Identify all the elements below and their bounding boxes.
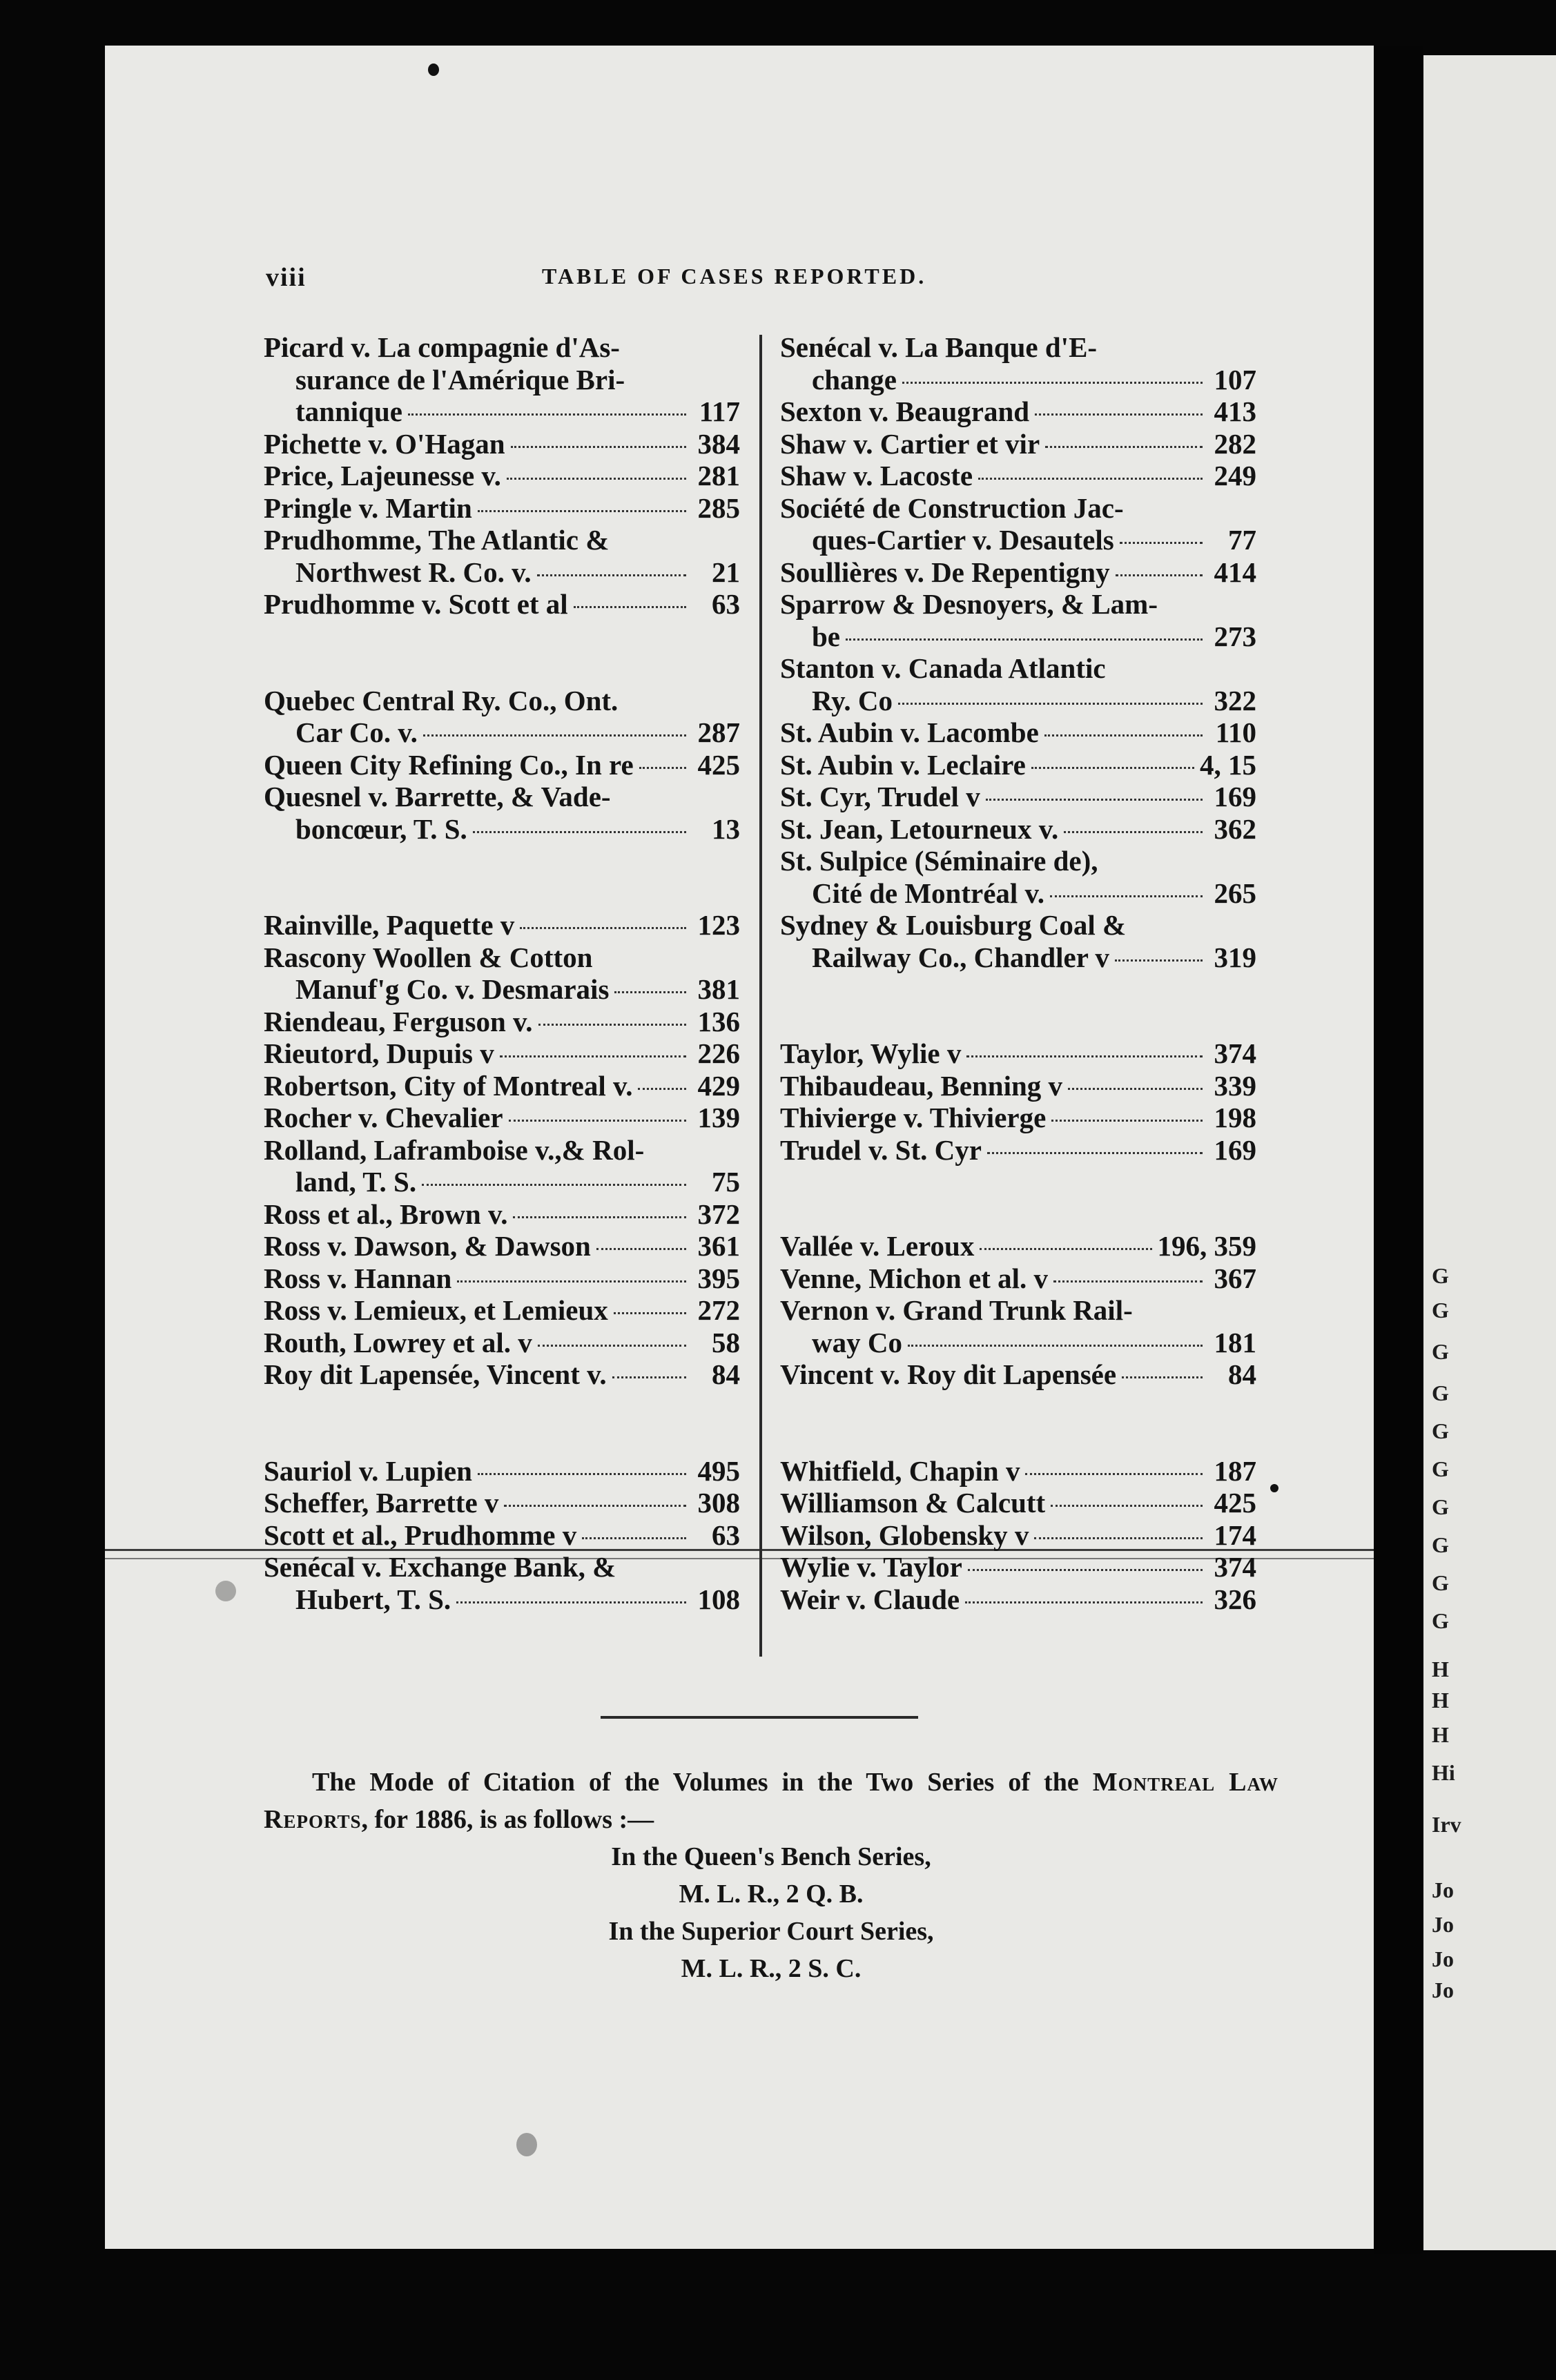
index-entry xyxy=(264,331,740,364)
page-reference: 384 xyxy=(697,427,740,460)
index-entry xyxy=(780,1358,1256,1391)
case-name: Rascony Woollen & Cotton xyxy=(264,941,593,973)
case-name: Cité de Montréal v. xyxy=(812,877,1045,909)
page-reference: 13 xyxy=(712,812,740,845)
index-entry xyxy=(264,749,740,781)
page-reference: 326 xyxy=(1214,1583,1256,1615)
case-name: Ross v. Lemieux, et Lemieux xyxy=(264,1294,608,1326)
case-name: Ross et al., Brown v. xyxy=(264,1198,508,1230)
case-name: Thibaudeau, Benning v xyxy=(780,1069,1063,1102)
case-name: Sydney & Louisburg Coal & xyxy=(780,909,1127,941)
index-entry xyxy=(264,524,740,556)
print-speck xyxy=(1270,1484,1278,1492)
case-name: Northwest R. Co. v. xyxy=(295,556,532,588)
dot-leader xyxy=(612,1376,686,1378)
case-name: St. Jean, Letourneux v. xyxy=(780,812,1059,845)
page-reference: 287 xyxy=(697,716,740,748)
facing-page-fragment: G xyxy=(1432,1298,1449,1323)
case-name: Vernon v. Grand Trunk Rail- xyxy=(780,1294,1133,1326)
index-entry xyxy=(264,1551,740,1583)
page-reference: 84 xyxy=(712,1358,740,1390)
case-name: Senécal v. Exchange Bank, & xyxy=(264,1551,616,1583)
index-entry xyxy=(264,1294,740,1327)
dot-leader xyxy=(422,1184,686,1186)
index-entry xyxy=(780,1037,1256,1070)
case-name: Ross v. Hannan xyxy=(264,1262,452,1294)
index-entry xyxy=(264,1262,740,1295)
index-entry xyxy=(264,813,740,846)
case-name: Picard v. La compagnie d'As- xyxy=(264,331,620,363)
dot-leader xyxy=(457,1280,686,1282)
case-name: Scott et al., Prudhomme v xyxy=(264,1519,577,1551)
index-entry xyxy=(264,1006,740,1038)
index-entry xyxy=(780,781,1256,813)
dot-leader xyxy=(986,799,1203,801)
dot-leader xyxy=(478,510,686,512)
page-reference: 362 xyxy=(1214,812,1256,845)
case-name: Senécal v. La Banque d'E- xyxy=(780,331,1098,363)
case-name: Prudhomme, The Atlantic & xyxy=(264,524,610,556)
page-reference: 169 xyxy=(1214,1133,1256,1166)
case-name: Ry. Co xyxy=(812,684,893,716)
case-name: tannique xyxy=(295,396,402,427)
index-entry xyxy=(264,716,740,749)
case-name: Car Co. v. xyxy=(295,716,418,748)
facing-page-edge xyxy=(1423,55,1556,2250)
page-reference: 372 xyxy=(697,1198,740,1230)
letter-group-spacer xyxy=(780,1391,1256,1455)
dot-leader xyxy=(478,1473,686,1475)
page-reference: 319 xyxy=(1214,941,1256,973)
page-title: TABLE OF CASES REPORTED. xyxy=(542,264,927,289)
index-entry xyxy=(780,652,1256,685)
dot-leader xyxy=(1031,767,1194,769)
citation-line-sc-series: In the Superior Court Series, xyxy=(608,1917,934,1946)
facing-page-fragment: H xyxy=(1432,1722,1449,1747)
index-entry xyxy=(780,524,1256,556)
page-reference: 117 xyxy=(699,396,740,427)
dot-leader xyxy=(1053,1280,1203,1282)
print-speck xyxy=(215,1581,236,1601)
dot-leader xyxy=(1115,959,1203,962)
index-entry xyxy=(780,460,1256,492)
facing-page-fragment: G xyxy=(1432,1456,1449,1481)
right-index-column xyxy=(780,331,1256,1615)
index-entry xyxy=(264,1070,740,1102)
page-reference: 308 xyxy=(697,1487,740,1519)
index-entry xyxy=(264,1358,740,1391)
page-reference: 374 xyxy=(1214,1037,1256,1069)
index-entry xyxy=(780,588,1256,621)
dot-leader xyxy=(898,703,1203,705)
case-name: Taylor, Wylie v xyxy=(780,1037,962,1069)
dot-leader xyxy=(968,1569,1203,1571)
case-name: Riendeau, Ferguson v. xyxy=(264,1005,533,1037)
index-entry xyxy=(780,1551,1256,1583)
facing-page-fragment: Jo xyxy=(1432,1877,1454,1902)
case-name: Stanton v. Canada Atlantic xyxy=(780,652,1106,684)
case-name: way Co xyxy=(812,1326,902,1358)
print-speck xyxy=(428,64,439,76)
dot-leader xyxy=(520,927,686,929)
index-entry xyxy=(264,1037,740,1070)
index-entry xyxy=(780,716,1256,749)
dot-leader xyxy=(538,1024,686,1026)
index-entry xyxy=(780,1455,1256,1488)
case-name: Soullières v. De Repentigny xyxy=(780,556,1110,588)
dot-leader xyxy=(423,734,686,737)
letter-group-spacer xyxy=(264,621,740,685)
dot-leader xyxy=(513,1216,686,1218)
index-entry xyxy=(264,685,740,717)
page-reference: 285 xyxy=(697,491,740,524)
index-entry xyxy=(264,428,740,460)
case-name: Rocher v. Chevalier xyxy=(264,1102,503,1133)
dot-leader xyxy=(639,767,686,769)
case-name: Société de Construction Jac- xyxy=(780,491,1124,524)
case-name: change xyxy=(812,363,897,396)
case-name: St. Sulpice (Séminaire de), xyxy=(780,845,1098,877)
page-reference: 63 xyxy=(712,1519,740,1551)
index-entry xyxy=(264,1166,740,1198)
case-name: Vincent v. Roy dit Lapensée xyxy=(780,1358,1117,1390)
index-entry xyxy=(264,942,740,974)
citation-tail: , for 1886, is as follows :— xyxy=(361,1805,654,1834)
dot-leader xyxy=(614,1312,686,1314)
case-name: Whitfield, Chapin v xyxy=(780,1454,1020,1487)
index-entry xyxy=(780,331,1256,364)
page-reference: 108 xyxy=(697,1583,740,1615)
case-name: Sexton v. Beaugrand xyxy=(780,396,1030,427)
page-reference: 374 xyxy=(1214,1551,1256,1583)
facing-page-fragment: Hi xyxy=(1432,1760,1455,1785)
case-name: Roy dit Lapensée, Vincent v. xyxy=(264,1358,607,1390)
dot-leader xyxy=(965,1601,1203,1603)
facing-page-fragment: G xyxy=(1432,1608,1449,1633)
case-name: Sauriol v. Lupien xyxy=(264,1454,472,1487)
index-entry xyxy=(264,1519,740,1552)
dot-leader xyxy=(980,1248,1151,1250)
index-entry xyxy=(780,428,1256,460)
page-reference: 281 xyxy=(697,460,740,491)
dot-leader xyxy=(902,382,1203,384)
index-entry xyxy=(780,1294,1256,1327)
case-name: Routh, Lowrey et al. v xyxy=(264,1326,532,1358)
dot-leader xyxy=(908,1345,1203,1347)
index-entry xyxy=(780,1327,1256,1359)
page-reference: 414 xyxy=(1214,556,1256,588)
page-reference: 58 xyxy=(712,1326,740,1358)
case-name: Williamson & Calcutt xyxy=(780,1487,1046,1519)
index-entry xyxy=(780,1134,1256,1167)
citation-line-qb-abbrev: M. L. R., 2 Q. B. xyxy=(679,1880,864,1909)
case-name: St. Aubin v. Leclaire xyxy=(780,748,1026,781)
case-name: be xyxy=(812,620,840,652)
journal-name-a: Montreal xyxy=(1092,1768,1216,1797)
page-reference: 181 xyxy=(1214,1326,1256,1358)
page-reference: 367 xyxy=(1214,1262,1256,1294)
case-name: Rieutord, Dupuis v xyxy=(264,1037,494,1069)
facing-page-fragment: H xyxy=(1432,1657,1449,1681)
index-entry xyxy=(780,364,1256,396)
page-reference: 381 xyxy=(697,973,740,1005)
page-reference: 107 xyxy=(1214,363,1256,396)
case-name: Wilson, Globensky v xyxy=(780,1519,1029,1551)
case-name: Pichette v. O'Hagan xyxy=(264,427,505,460)
page-reference: 425 xyxy=(697,748,740,781)
page-reference: 226 xyxy=(697,1037,740,1069)
case-name: Rainville, Paquette v xyxy=(264,909,515,941)
index-entry xyxy=(780,813,1256,846)
case-name: Hubert, T. S. xyxy=(295,1583,451,1615)
facing-page-fragment: Irv xyxy=(1432,1812,1461,1837)
citation-note xyxy=(264,1764,1278,1987)
case-name: Railway Co., Chandler v xyxy=(812,941,1109,973)
citation-line-sc-abbrev: M. L. R., 2 S. C. xyxy=(681,1954,862,1983)
facing-page-fragment: G xyxy=(1432,1494,1449,1519)
citation-intro: The Mode of Citation of the Volumes in the Two Series of the xyxy=(312,1768,1079,1797)
page-number: viii xyxy=(266,263,307,292)
page-reference: 282 xyxy=(1214,427,1256,460)
case-name: Vallée v. Leroux xyxy=(780,1230,975,1262)
index-entry xyxy=(264,460,740,492)
case-name: boncœur, T. S. xyxy=(295,812,467,845)
index-entry xyxy=(780,556,1256,589)
index-entry xyxy=(780,877,1256,910)
column-divider xyxy=(759,335,762,1657)
letter-group-spacer xyxy=(780,973,1256,1037)
dot-leader xyxy=(473,831,686,833)
facing-page-fragment: Jo xyxy=(1432,1912,1454,1937)
case-name: St. Cyr, Trudel v xyxy=(780,781,980,812)
index-entry xyxy=(264,1230,740,1262)
index-entry xyxy=(264,364,740,396)
page-reference: 249 xyxy=(1214,460,1256,491)
index-entry xyxy=(264,973,740,1006)
page-reference: 395 xyxy=(697,1262,740,1294)
index-entry xyxy=(264,1102,740,1134)
dot-leader xyxy=(1044,734,1203,737)
dot-leader xyxy=(1064,831,1203,833)
dot-leader xyxy=(966,1055,1203,1057)
page-reference: 63 xyxy=(712,588,740,620)
index-entry xyxy=(780,685,1256,717)
index-entry xyxy=(780,1519,1256,1552)
index-entry xyxy=(264,588,740,621)
index-entry xyxy=(264,492,740,525)
page-reference: 198 xyxy=(1214,1102,1256,1133)
index-entry xyxy=(264,396,740,428)
dot-leader xyxy=(1034,1537,1203,1539)
letter-group-spacer xyxy=(780,1166,1256,1230)
page-reference: 123 xyxy=(697,909,740,941)
dot-leader xyxy=(537,574,686,576)
page-reference: 339 xyxy=(1214,1069,1256,1102)
page-reference: 139 xyxy=(697,1102,740,1133)
page-reference: 273 xyxy=(1214,620,1256,652)
case-name: Scheffer, Barrette v xyxy=(264,1487,499,1519)
case-name: Sparrow & Desnoyers, & Lam- xyxy=(780,588,1158,620)
index-entry xyxy=(264,1327,740,1359)
dot-leader xyxy=(408,413,686,416)
case-name: Venne, Michon et al. v xyxy=(780,1262,1048,1294)
dot-leader xyxy=(1051,1120,1203,1122)
page-reference: 110 xyxy=(1215,716,1256,748)
facing-page-fragment: G xyxy=(1432,1339,1449,1364)
dot-leader xyxy=(509,1120,686,1122)
journal-name-b: Law Reports xyxy=(264,1768,1279,1834)
index-entry xyxy=(780,845,1256,877)
index-entry xyxy=(780,1102,1256,1134)
page-reference: 21 xyxy=(712,556,740,588)
index-entry xyxy=(264,1455,740,1488)
left-index-column xyxy=(264,331,740,1615)
facing-page-fragment: G xyxy=(1432,1532,1449,1557)
dot-leader xyxy=(1045,446,1203,448)
dot-leader xyxy=(846,638,1203,641)
dot-leader xyxy=(638,1088,686,1090)
index-entry xyxy=(264,1198,740,1231)
dot-leader xyxy=(1050,895,1203,897)
letter-group-spacer xyxy=(264,845,740,909)
dot-leader xyxy=(456,1601,686,1603)
dot-leader xyxy=(582,1537,686,1539)
page-reference: 77 xyxy=(1228,524,1256,556)
facing-page-fragment: G xyxy=(1432,1570,1449,1595)
dot-leader xyxy=(1068,1088,1203,1090)
dot-leader xyxy=(1120,542,1203,544)
case-name: land, T. S. xyxy=(295,1166,417,1198)
index-entry xyxy=(780,749,1256,781)
index-entry xyxy=(780,492,1256,525)
book-gutter xyxy=(1374,46,1423,2254)
dot-leader xyxy=(574,606,686,608)
dot-leader xyxy=(511,446,686,448)
facing-page-fragment: Jo xyxy=(1432,1978,1454,2002)
case-name: Thivierge v. Thivierge xyxy=(780,1102,1047,1133)
case-name: surance de l'Amérique Bri- xyxy=(295,363,625,396)
index-entry xyxy=(264,1134,740,1167)
case-name: Quesnel v. Barrette, & Vade- xyxy=(264,781,611,812)
dot-leader xyxy=(538,1345,686,1347)
citation-paragraph xyxy=(264,1764,1278,1838)
page-reference: 425 xyxy=(1214,1487,1256,1519)
index-entry xyxy=(780,1230,1256,1262)
page-reference: 495 xyxy=(697,1454,740,1487)
case-name: Wylie v. Taylor xyxy=(780,1551,962,1583)
section-rule xyxy=(601,1716,918,1719)
facing-page-fragment: G xyxy=(1432,1418,1449,1443)
case-name: Shaw v. Lacoste xyxy=(780,460,973,491)
dot-leader xyxy=(614,991,686,993)
dot-leader xyxy=(504,1505,686,1507)
facing-page-fragment: H xyxy=(1432,1688,1449,1713)
case-name: Trudel v. St. Cyr xyxy=(780,1133,982,1166)
page-reference: 196, 359 xyxy=(1157,1230,1256,1262)
dot-leader xyxy=(500,1055,686,1057)
index-entry xyxy=(780,909,1256,942)
page-reference: 4, 15 xyxy=(1200,748,1256,781)
page-reference: 361 xyxy=(697,1230,740,1262)
case-name: Quebec Central Ry. Co., Ont. xyxy=(264,684,619,716)
case-name: Robertson, City of Montreal v. xyxy=(264,1069,633,1102)
page-reference: 136 xyxy=(697,1005,740,1037)
dot-leader xyxy=(596,1248,686,1250)
index-entry xyxy=(780,1070,1256,1102)
facing-page-fragment: G xyxy=(1432,1381,1449,1405)
citation-line-qb-series: In the Queen's Bench Series, xyxy=(611,1842,931,1871)
page-reference: 75 xyxy=(712,1166,740,1198)
dot-leader xyxy=(1025,1473,1203,1475)
case-name: Prudhomme v. Scott et al xyxy=(264,588,568,620)
case-name: Ross v. Dawson, & Dawson xyxy=(264,1230,591,1262)
case-name: St. Aubin v. Lacombe xyxy=(780,716,1039,748)
case-name: Queen City Refining Co., In re xyxy=(264,748,634,781)
index-entry xyxy=(264,909,740,942)
index-entry xyxy=(780,621,1256,653)
facing-page-fragment: Jo xyxy=(1432,1947,1454,1971)
index-entry xyxy=(780,942,1256,974)
dot-leader xyxy=(1122,1376,1203,1378)
index-entry xyxy=(780,1487,1256,1519)
index-entry xyxy=(264,556,740,589)
case-name: ques-Cartier v. Desautels xyxy=(812,524,1114,556)
case-name: Shaw v. Cartier et vir xyxy=(780,427,1040,460)
page-header xyxy=(266,262,1274,304)
page-reference: 272 xyxy=(697,1294,740,1326)
case-name: Weir v. Claude xyxy=(780,1583,960,1615)
index-entry xyxy=(780,1583,1256,1616)
index-entry xyxy=(780,396,1256,428)
index-entry xyxy=(264,781,740,813)
page-reference: 169 xyxy=(1214,781,1256,812)
page-reference: 187 xyxy=(1214,1454,1256,1487)
page-reference: 322 xyxy=(1214,684,1256,716)
case-name: Pringle v. Martin xyxy=(264,491,472,524)
page-reference: 84 xyxy=(1228,1358,1256,1390)
dot-leader xyxy=(1051,1505,1203,1507)
print-speck xyxy=(516,2133,537,2156)
case-name: Price, Lajeunesse v. xyxy=(264,460,501,491)
letter-group-spacer xyxy=(264,1391,740,1455)
facing-page-fragment: G xyxy=(1432,1263,1449,1288)
dot-leader xyxy=(978,478,1203,480)
page-reference: 174 xyxy=(1214,1519,1256,1551)
dot-leader xyxy=(1035,413,1203,416)
index-entry xyxy=(264,1487,740,1519)
index-entry xyxy=(264,1583,740,1616)
case-name: Rolland, Laframboise v.,& Rol- xyxy=(264,1133,645,1166)
dot-leader xyxy=(987,1152,1203,1154)
case-name: Manuf'g Co. v. Desmarais xyxy=(295,973,610,1005)
dot-leader xyxy=(1116,574,1203,576)
dot-leader xyxy=(507,478,686,480)
page-reference: 413 xyxy=(1214,396,1256,427)
index-entry xyxy=(780,1262,1256,1295)
page-reference: 265 xyxy=(1214,877,1256,909)
page-reference: 429 xyxy=(697,1069,740,1102)
